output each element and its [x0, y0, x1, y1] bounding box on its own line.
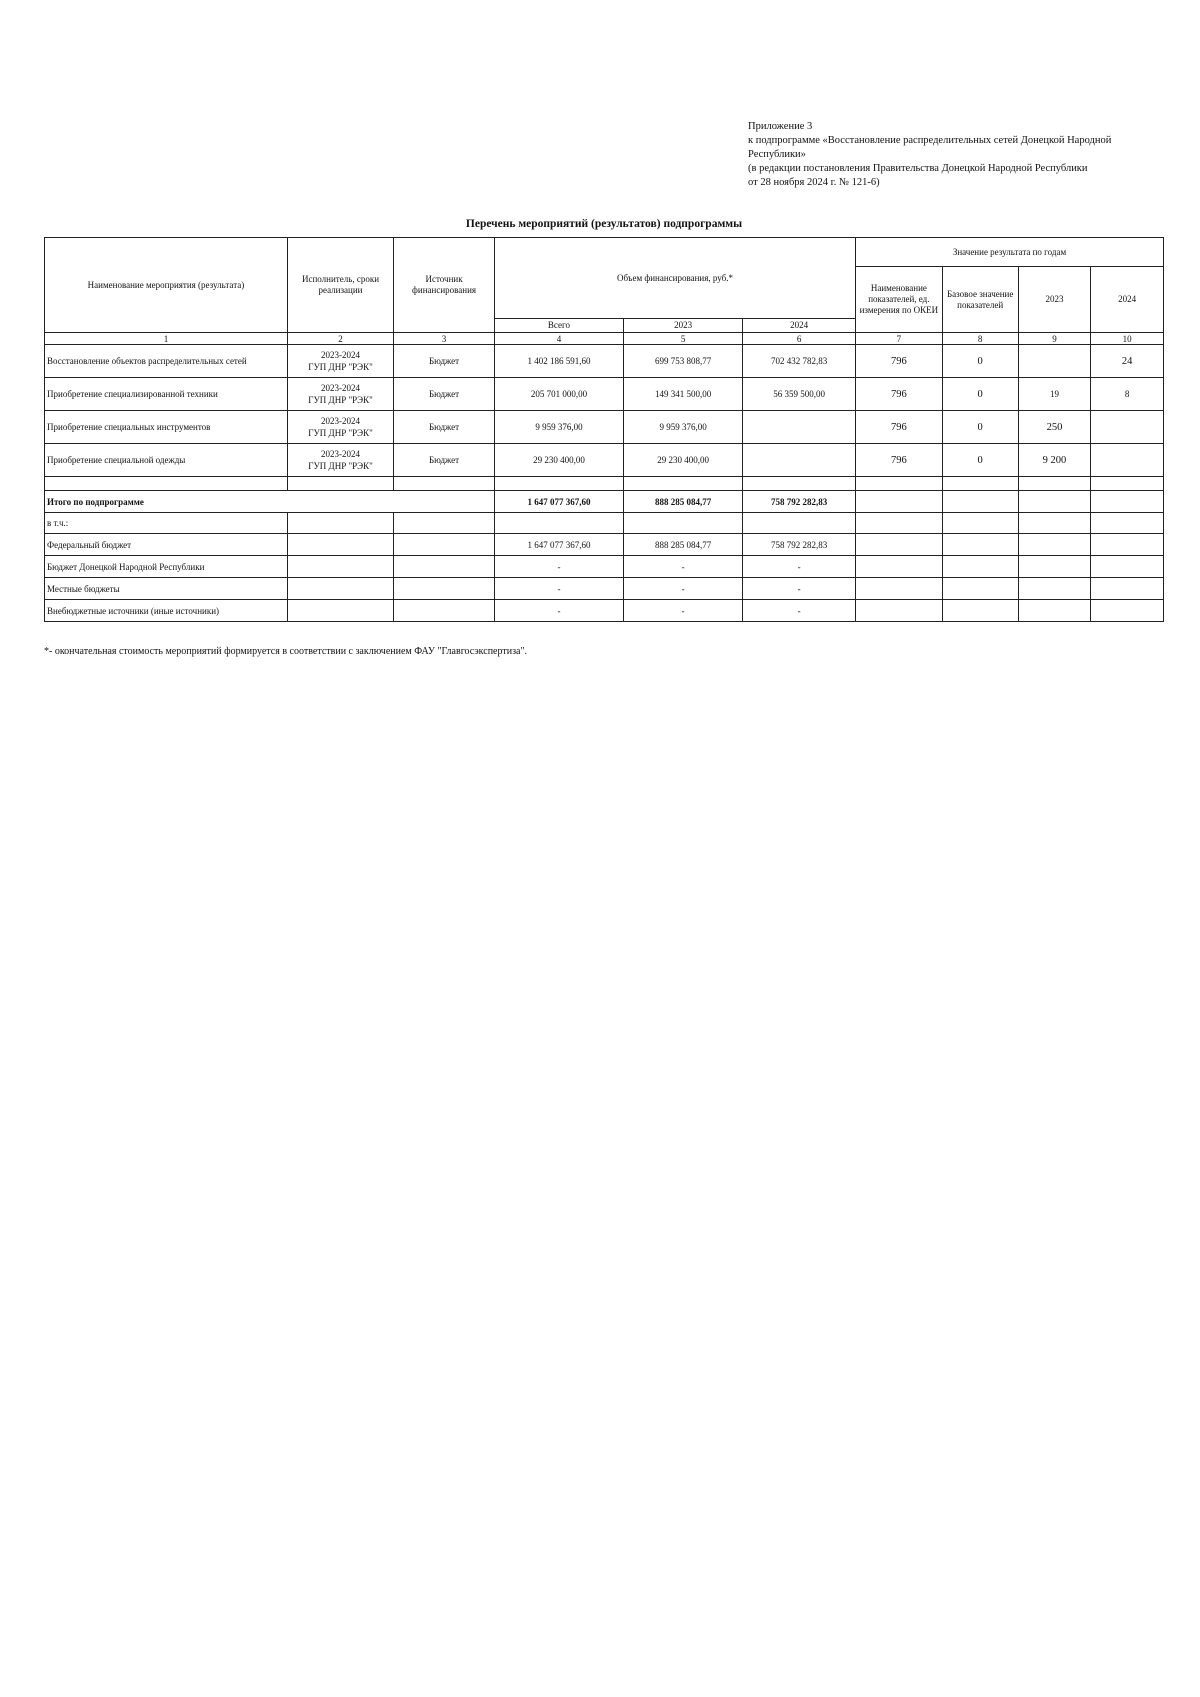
table-row	[45, 378, 1164, 411]
okei-code: 796	[856, 444, 943, 477]
appendix-line-1: Приложение 3	[748, 121, 813, 132]
result-2023: 19	[1018, 378, 1091, 411]
empty-cell	[1018, 477, 1091, 491]
header-funding-2024: 2024	[743, 319, 856, 333]
activity-source: Бюджет	[394, 378, 495, 411]
empty-cell	[856, 578, 943, 600]
empty-cell	[1091, 600, 1164, 622]
empty-cell	[1091, 578, 1164, 600]
col-number: 5	[623, 333, 742, 345]
budget-2024: -	[743, 578, 856, 600]
empty-cell	[287, 534, 393, 556]
empty-cell	[1018, 491, 1091, 513]
empty-cell	[856, 556, 943, 578]
activity-executor-name: ГУП ДНР "РЭК"	[308, 461, 373, 471]
header-row-1	[45, 238, 1164, 267]
empty-cell	[1018, 534, 1091, 556]
funding-2023: 9 959 376,00	[623, 411, 742, 444]
footnote: *- окончательная стоимость мероприятий формируется в соответствии с заключением ФАУ "Главгосэкспертиза".	[44, 646, 528, 657]
activity-executor	[287, 444, 393, 477]
document-title: Перечень мероприятий (результатов) подпрограммы	[465, 218, 743, 230]
empty-cell	[394, 600, 495, 622]
okei-code: 796	[856, 345, 943, 378]
col-number: 4	[494, 333, 623, 345]
empty-cell	[856, 491, 943, 513]
activity-executor	[287, 411, 393, 444]
empty-cell	[743, 513, 856, 534]
empty-cell	[287, 556, 393, 578]
empty-cell	[394, 513, 495, 534]
total-funding-2024: 758 792 282,83	[743, 491, 856, 513]
activity-name: Восстановление объектов распределительных сетей	[45, 345, 288, 378]
empty-cell	[1018, 556, 1091, 578]
appendix-line-5: от 28 ноября 2024 г. № 121-6)	[748, 177, 880, 188]
header-total: Всего	[494, 319, 623, 333]
empty-cell	[287, 600, 393, 622]
empty-cell	[942, 477, 1018, 491]
activity-executor	[287, 345, 393, 378]
empty-cell	[856, 534, 943, 556]
empty-cell	[394, 477, 495, 491]
funding-total: 29 230 400,00	[494, 444, 623, 477]
activity-source: Бюджет	[394, 345, 495, 378]
header-base: Базовое значение показателей	[942, 267, 1018, 333]
funding-total: 205 701 000,00	[494, 378, 623, 411]
empty-cell	[45, 477, 288, 491]
appendix-line-3: Республики»	[748, 149, 806, 160]
funding-2023: 29 230 400,00	[623, 444, 742, 477]
budget-2023: -	[623, 600, 742, 622]
empty-cell	[1091, 534, 1164, 556]
activity-source: Бюджет	[394, 444, 495, 477]
empty-cell	[1091, 513, 1164, 534]
funding-2024	[743, 444, 856, 477]
activity-period: 2023-2024	[321, 416, 360, 426]
activity-name: Приобретение специализированной техники	[45, 378, 288, 411]
including-label: в т.ч.:	[45, 513, 288, 534]
activities-table	[44, 237, 1164, 622]
col-number: 1	[45, 333, 288, 345]
empty-cell	[942, 491, 1018, 513]
empty-cell	[856, 513, 943, 534]
result-2024: 8	[1091, 378, 1164, 411]
header-executor: Исполнитель, сроки реализации	[287, 238, 393, 333]
empty-cell	[942, 513, 1018, 534]
budget-label: Местные бюджеты	[45, 578, 288, 600]
funding-2024: 56 359 500,00	[743, 378, 856, 411]
result-2023	[1018, 345, 1091, 378]
empty-cell	[856, 600, 943, 622]
table-row	[45, 411, 1164, 444]
empty-cell	[623, 513, 742, 534]
budget-2024: 758 792 282,83	[743, 534, 856, 556]
funding-total: 9 959 376,00	[494, 411, 623, 444]
table-row	[45, 444, 1164, 477]
activity-period: 2023-2024	[321, 383, 360, 393]
empty-cell	[394, 556, 495, 578]
activity-name: Приобретение специальных инструментов	[45, 411, 288, 444]
activity-period: 2023-2024	[321, 449, 360, 459]
empty-cell	[856, 477, 943, 491]
col-number: 3	[394, 333, 495, 345]
header-name: Наименование мероприятия (результата)	[45, 238, 288, 333]
funding-total: 1 402 186 591,60	[494, 345, 623, 378]
result-2023: 9 200	[1018, 444, 1091, 477]
budget-2023: -	[623, 578, 742, 600]
column-numbers-row	[45, 333, 1164, 345]
budget-2023: -	[623, 556, 742, 578]
base-value: 0	[942, 378, 1018, 411]
budget-label: Бюджет Донецкой Народной Республики	[45, 556, 288, 578]
budget-total: -	[494, 578, 623, 600]
empty-cell	[1091, 477, 1164, 491]
budget-total: -	[494, 600, 623, 622]
total-funding: 1 647 077 367,60	[494, 491, 623, 513]
activity-executor-name: ГУП ДНР "РЭК"	[308, 428, 373, 438]
header-funding: Объем финансирования, руб.*	[494, 238, 855, 319]
funding-2023: 149 341 500,00	[623, 378, 742, 411]
empty-cell	[623, 477, 742, 491]
appendix-block	[748, 120, 1168, 190]
col-number: 9	[1018, 333, 1091, 345]
budget-row	[45, 534, 1164, 556]
empty-cell	[942, 556, 1018, 578]
col-number: 2	[287, 333, 393, 345]
empty-cell	[942, 600, 1018, 622]
total-label: Итого по подпрограмме	[45, 491, 495, 513]
activity-executor	[287, 378, 393, 411]
budget-2024: -	[743, 556, 856, 578]
including-row	[45, 513, 1164, 534]
empty-cell	[1018, 513, 1091, 534]
activity-source: Бюджет	[394, 411, 495, 444]
empty-cell	[1018, 578, 1091, 600]
activity-executor-name: ГУП ДНР "РЭК"	[308, 395, 373, 405]
base-value: 0	[942, 444, 1018, 477]
header-funding-2023: 2023	[623, 319, 742, 333]
empty-cell	[287, 513, 393, 534]
empty-cell	[287, 477, 393, 491]
empty-cell	[942, 534, 1018, 556]
header-indicator: Наименование показателей, ед. измерения по ОКЕИ	[856, 267, 943, 333]
budget-total: 1 647 077 367,60	[494, 534, 623, 556]
activity-executor-name: ГУП ДНР "РЭК"	[308, 362, 373, 372]
activity-period: 2023-2024	[321, 350, 360, 360]
okei-code: 796	[856, 411, 943, 444]
budget-row	[45, 578, 1164, 600]
col-number: 6	[743, 333, 856, 345]
col-number: 7	[856, 333, 943, 345]
empty-cell	[942, 578, 1018, 600]
header-results: Значение результата по годам	[856, 238, 1164, 267]
funding-2023: 699 753 808,77	[623, 345, 742, 378]
empty-cell	[394, 578, 495, 600]
activity-name: Приобретение специальной одежды	[45, 444, 288, 477]
table-row	[45, 345, 1164, 378]
budget-label: Федеральный бюджет	[45, 534, 288, 556]
empty-row	[45, 477, 1164, 491]
empty-cell	[494, 477, 623, 491]
empty-cell	[1091, 556, 1164, 578]
empty-cell	[287, 578, 393, 600]
empty-cell	[394, 534, 495, 556]
result-2023: 250	[1018, 411, 1091, 444]
budget-row	[45, 600, 1164, 622]
total-row	[45, 491, 1164, 513]
empty-cell	[494, 513, 623, 534]
budget-2024: -	[743, 600, 856, 622]
funding-2024: 702 432 782,83	[743, 345, 856, 378]
header-result-2024: 2024	[1091, 267, 1164, 333]
empty-cell	[1091, 491, 1164, 513]
base-value: 0	[942, 345, 1018, 378]
appendix-line-4: (в редакции постановления Правительства Донецкой Народной Республики	[748, 163, 1088, 174]
budget-label: Внебюджетные источники (иные источники)	[45, 600, 288, 622]
col-number: 10	[1091, 333, 1164, 345]
header-result-2023: 2023	[1018, 267, 1091, 333]
total-funding-2023: 888 285 084,77	[623, 491, 742, 513]
base-value: 0	[942, 411, 1018, 444]
empty-cell	[743, 477, 856, 491]
funding-2024	[743, 411, 856, 444]
appendix-line-2: к подпрограмме «Восстановление распределительных сетей Донецкой Народной	[748, 135, 1112, 146]
header-source: Источник финансирования	[394, 238, 495, 333]
okei-code: 796	[856, 378, 943, 411]
budget-total: -	[494, 556, 623, 578]
result-2024: 24	[1091, 345, 1164, 378]
empty-cell	[1018, 600, 1091, 622]
budget-2023: 888 285 084,77	[623, 534, 742, 556]
result-2024	[1091, 411, 1164, 444]
result-2024	[1091, 444, 1164, 477]
budget-row	[45, 556, 1164, 578]
col-number: 8	[942, 333, 1018, 345]
